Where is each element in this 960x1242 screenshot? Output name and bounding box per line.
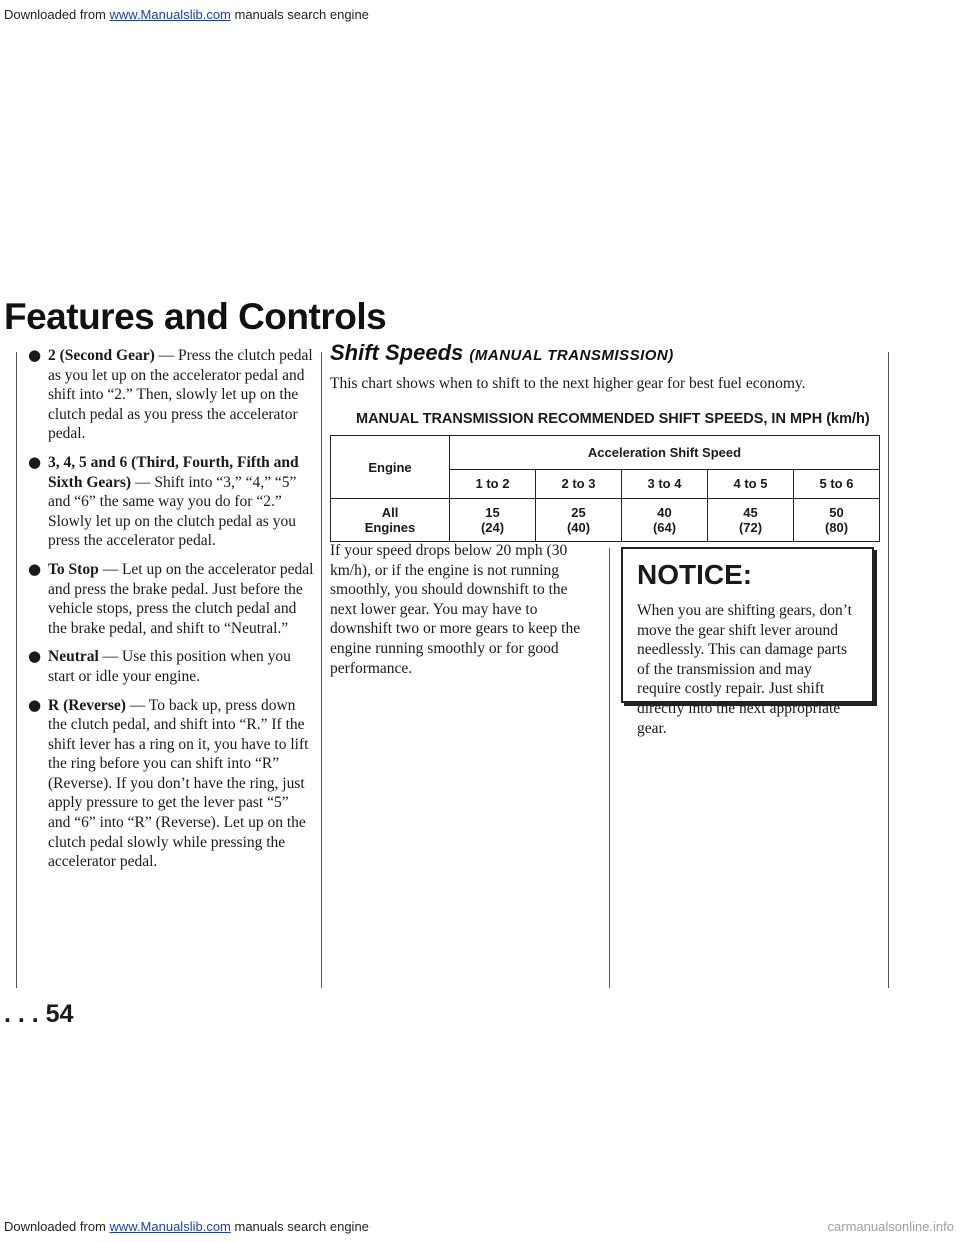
mph-value: 25 [571,505,586,520]
shift-speed-table [330,435,880,542]
table-caption: MANUAL TRANSMISSION RECOMMENDED SHIFT SPEEDS, IN MPH (km/h) [356,411,870,427]
shift-speeds-intro: This chart shows when to shift to the next higher gear for best fuel economy. [330,375,806,392]
kmh-value: (64) [652,520,677,535]
column-rule-right [888,352,889,988]
banner-prefix: Downloaded from [4,1219,110,1234]
watermark: carmanualsonline.info [827,1219,954,1234]
downshift-paragraph: If your speed drops below 20 mph (30 km/h), or if the engine is not running smoothly, you should downshift to the next lower gear. You may have to downshift two or more gears to keep the engine running smoothly or for good performance. [330,542,581,677]
list-item [22,453,314,551]
list-item-text: — To back up, press down the clutch pedal, and shift into “R.” If the shift lever has a ring on it, you have to lift the ring before you can shift into “R” (Reverse). If you don’t have the ring, just apply pressure to get the lever past “5” and “6” into “R” (Reverse). Let up on the clutch pedal slowly while pressing the accelerator pedal. [48,696,309,871]
gear-header: 1 to 2 [450,469,536,499]
notice-box [621,547,874,737]
list-item-term: 3, 4, 5 and 6 (Third, Fourth, Fifth and Sixth Gears) [48,453,299,491]
gear-instructions-list [22,346,314,881]
table-row [331,499,880,542]
kmh-value: (72) [738,520,763,535]
list-item-text: — Let up on the accelerator pedal and press the brake pedal. Just before the vehicle stops, press the clutch pedal and the brake pedal, and shift to “Neutral.” [48,560,314,637]
banner-suffix: manuals search engine [230,1219,369,1234]
column-rule-left [16,352,17,988]
list-item [22,346,314,444]
shift-speeds-title: Shift Speeds [330,340,464,365]
bullet-icon: ● [28,559,42,578]
kmh-value: (40) [566,520,591,535]
speed-cell [794,499,880,542]
column-rule-center [609,548,610,988]
banner-suffix: manuals search engine [230,7,369,22]
row-label-line: Engines [364,520,416,535]
list-item-term: R (Reverse) [48,696,126,714]
list-item [22,560,314,638]
acceleration-header: Acceleration Shift Speed [450,436,880,470]
speed-cell [708,499,794,542]
download-banner-top [0,0,960,30]
mph-value: 40 [657,505,672,520]
section-title: Features and Controls [4,296,387,337]
row-label-line: All [381,505,399,520]
page-number: . . . 54 [4,1000,74,1028]
manualslib-link[interactable]: www.Manualslib.com [109,7,231,22]
download-banner-bottom [0,1212,960,1242]
speed-cell [450,499,536,542]
list-item [22,696,314,872]
mph-value: 45 [743,505,758,520]
list-item-term: Neutral [48,648,99,666]
mph-value: 50 [829,505,844,520]
bullet-icon: ● [28,346,42,364]
mph-value: 15 [485,505,500,520]
list-item-text: — Use this position when you start or idle your engine. [48,648,291,685]
speed-cell [622,499,708,542]
gear-header: 5 to 6 [794,469,880,499]
kmh-value: (80) [824,520,849,535]
kmh-value: (24) [480,520,505,535]
gear-header: 3 to 4 [622,469,708,499]
engine-row-label [331,499,450,542]
list-item [22,647,314,686]
shift-speeds-heading [330,340,674,366]
gear-header: 4 to 5 [708,469,794,499]
manualslib-link[interactable]: www.Manualslib.com [109,1219,231,1234]
gear-header: 2 to 3 [536,469,622,499]
banner-prefix: Downloaded from [4,7,110,22]
engine-column-header: Engine [331,436,450,499]
bullet-icon: ● [28,452,42,471]
list-item-term: 2 (Second Gear) [48,347,155,364]
column-rule-middle [321,352,322,988]
speed-cell [536,499,622,542]
notice-title: NOTICE: [637,559,753,590]
list-item-text: — Shift into “3,” “4,” “5” and “6” the same way you do for “2.” Slowly let up on the clutch pedal as you press the accelerator pedal. [48,473,297,550]
bullet-icon: ● [28,695,42,714]
shift-speeds-subtitle: (MANUAL TRANSMISSION) [469,347,674,364]
notice-body: When you are shifting gears, don’t move the gear shift lever around needlessly. This can damage parts of the transmission and may require costly repair. Just shift directly into the next appropriate gear. [637,602,852,737]
list-item-term: To Stop [48,560,99,578]
bullet-icon: ● [28,647,42,666]
list-item-text: — Press the clutch pedal as you let up on the accelerator pedal and shift into “2.” Then, slowly let up on the clutch pedal as you press the accelerator pedal. [48,347,313,443]
